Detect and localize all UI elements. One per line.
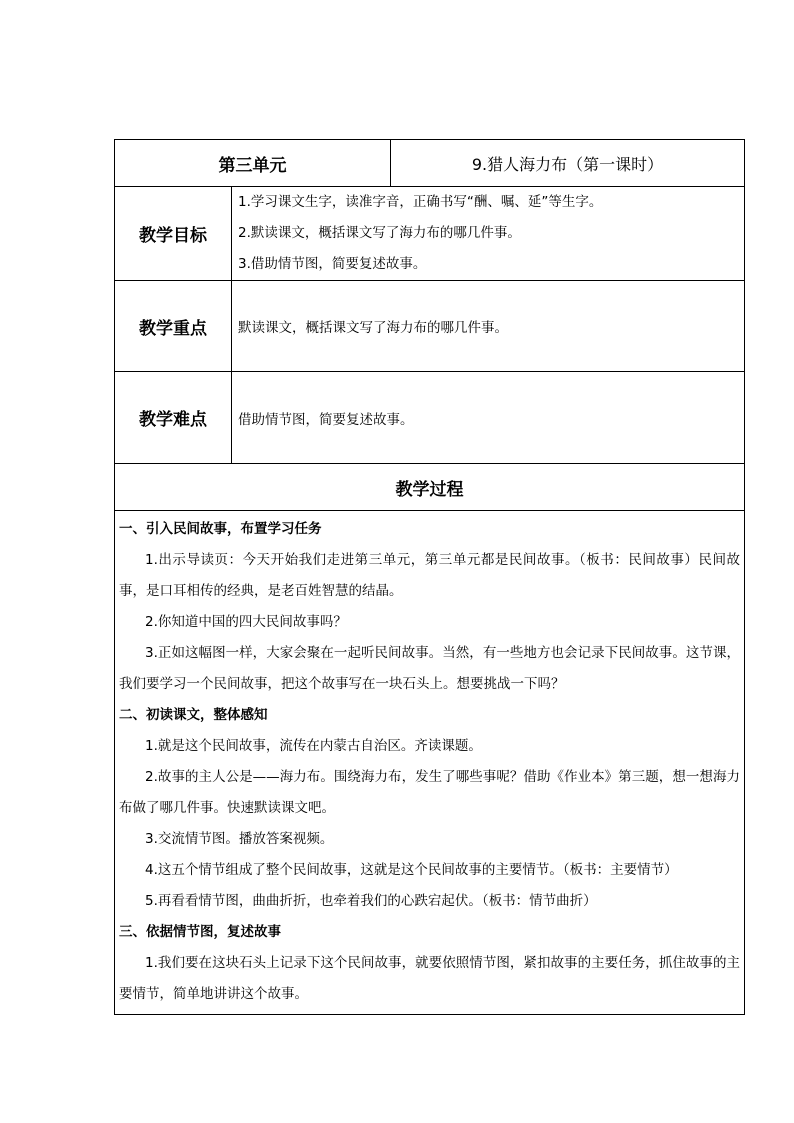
paragraph: 1.出示导读页：今天开始我们走进第三单元，第三单元都是民间故事。（板书：民间故事）民间故事，是口耳相传的经典，是老百姓智慧的结晶。 (119, 552, 740, 599)
paragraph: 1.我们要在这块石头上记录下这个民间故事，就要依照情节图，紧扣故事的主要任务，抓住故事的主要情节，简单地讲讲这个故事。 (119, 955, 740, 1002)
key-points-row (115, 281, 745, 372)
section-heading: 二、初读课文，整体感知 (119, 707, 268, 723)
section-heading: 三、依据情节图，复述故事 (119, 924, 281, 940)
lesson-plan-table (114, 139, 745, 1015)
difficulties-label: 教学难点 (115, 372, 232, 464)
section-heading: 一、引入民间故事，布置学习任务 (119, 521, 322, 537)
objectives-label: 教学目标 (115, 187, 232, 281)
lesson-title: 9.猎人海力布（第一课时） (391, 140, 745, 187)
process-title-row (115, 464, 745, 511)
difficulties-content: 借助情节图，简要复述故事。 (232, 372, 745, 464)
unit-title: 第三单元 (115, 140, 391, 187)
header-row (115, 140, 745, 187)
difficulties-row (115, 372, 745, 464)
objective-item: 3.借助情节图，简要复述故事。 (238, 256, 427, 272)
paragraph: 2.故事的主人公是——海力布。围绕海力布，发生了哪些事呢？借助《作业本》第三题，想一想海力布做了哪几件事。快速默读课文吧。 (119, 769, 740, 816)
paragraph: 5.再看看情节图，曲曲折折，也牵着我们的心跌宕起伏。（板书：情节曲折） (145, 893, 597, 909)
objective-item: 2.默读课文，概括课文写了海力布的哪几件事。 (238, 225, 521, 241)
paragraph: 4.这五个情节组成了整个民间故事，这就是这个民间故事的主要情节。（板书：主要情节） (145, 862, 678, 878)
paragraph: 1.就是这个民间故事，流传在内蒙古自治区。齐读课题。 (145, 738, 482, 754)
paragraph: 2.你知道中国的四大民间故事吗？ (145, 614, 347, 630)
paragraph: 3.交流情节图。播放答案视频。 (145, 831, 334, 847)
key-points-label: 教学重点 (115, 281, 232, 372)
objective-item: 1.学习课文生字，读准字音，正确书写“酬、嘱、延”等生字。 (238, 194, 603, 210)
process-content (115, 511, 745, 1015)
objectives-content (232, 187, 745, 281)
process-title: 教学过程 (115, 464, 745, 511)
objectives-row (115, 187, 745, 281)
process-row (115, 511, 745, 1015)
key-points-content: 默读课文，概括课文写了海力布的哪几件事。 (232, 281, 745, 372)
paragraph: 3.正如这幅图一样，大家会聚在一起听民间故事。当然，有一些地方也会记录下民间故事。这节课，我们要学习一个民间故事，把这个故事写在一块石头上。想要挑战一下吗？ (119, 645, 740, 692)
